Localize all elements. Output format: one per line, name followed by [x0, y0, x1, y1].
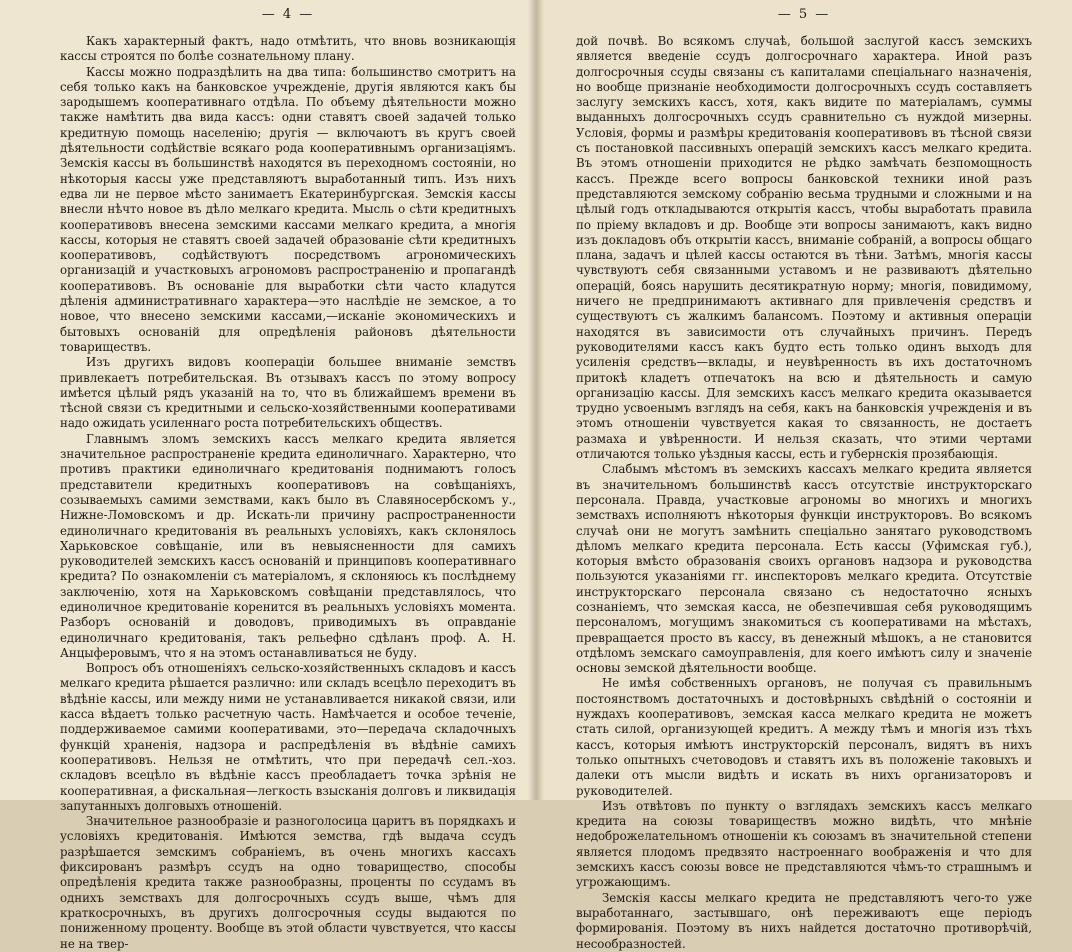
paragraph: Слабымъ мѣстомъ въ земскихъ кассахъ мелкаго кредита является въ значительномъ большинствѣ кассъ отсутствіе инструкторскаго персонала. Правда, участковые агрономы во многихъ и многихъ земствахъ исполняютъ нѣкоторыя функціи инструкторовъ. Во всякомъ случаѣ они не могутъ замѣнить спеціально занятаго руководствомъ дѣломъ мелкаго кредита персонала. Есть кассы (Уфимская губ.), которыя вмѣсто образованія своихъ органовъ надзора и руководства пользуются указаніями гг. инспекторовъ мелкаго кредита. Отсутствіе инструкторскаго персонала связано съ недостаточно ясныхъ сознаніемъ, что земская касса, не обезпечившая себя руководящимъ персоналомъ, могущимъ знакомиться съ кооперативами на мѣстахъ, превращается просто въ кассу, въ денежный мѣшокъ, а не становится отдѣломъ земскаго самоуправленія, для коего имѣютъ силу и значеніе основы земской дѣятельности вообще.: [576, 462, 1032, 676]
paragraph: Не имѣя собственныхъ органовъ, не получая съ правильнымъ постоянствомъ достаточныхъ и достовѣрныхъ свѣдѣній о состояніи и нуждахъ кооперативовъ, земская касса мелкаго кредита не можетъ стать силой, организующей кредитъ. А между тѣмъ и многія изъ тѣхъ кассъ, которыя имѣютъ инструкторскій персоналъ, видятъ въ нихъ только опытныхъ счетоводовъ и ставятъ ихъ въ положеніе таковыхъ и далеки отъ мысли видѣть и искать въ нихъ организаторовъ и руководителей.: [576, 676, 1032, 798]
paragraph: Вопросъ объ отношеніяхъ сельско-хозяйственныхъ складовъ и кассъ мелкаго кредита рѣшается различно: или складъ всецѣло переходитъ въ вѣдѣніе кассы, или между ними не устанавливается никакой связи, или касса вѣдаетъ только расчетную часть. Намѣчается и особое теченіе, поддерживаемое самими кооперативами, это—передача складочныхъ функцій храненія, надзора и распредѣленія въ вѣдѣніе самихъ кооперативовъ. Нельзя не отмѣтить, что при передачѣ сел.-хоз. складовъ всецѣло въ вѣдѣніе кассъ преобладаетъ точка зрѣнія не кооперативная, а фискальная—легкость взысканія долговъ и ликвидація запутанныхъ долговыхъ отношеній.: [60, 661, 516, 813]
book-gutter: [528, 0, 544, 800]
page-number: — 4 —: [261, 7, 315, 22]
paragraph: Кассы можно подраздѣлить на два типа: большинство смотритъ на себя только какъ на банковское учрежденіе, другія являются какъ бы зародышемъ кооперативнаго отдѣла. По объему дѣятельности можно также намѣтить два вида кассъ: одни ставятъ своей задачей только кредитную помощь населенію; другія — включаютъ въ кругъ своей дѣятельности содѣйствіе всякаго рода кооперативнымъ организаціямъ. Земскія кассы въ большинствѣ находятся въ переходномъ состояніи, но нѣкоторыя кассы уже представляютъ выработанный типъ. Изъ нихъ едва ли не первое мѣсто занимаетъ Екатеринбургская. Земскія кассы внесли нѣчто новое въ дѣло мелкаго кредита. Мысль о сѣти кредитныхъ кооперативовъ внесена земскими кассами мелкаго кредита, а многія кассы, которыя не ставятъ своей задачей образованіе сѣти кредитныхъ кооперативовъ, содѣйствуютъ посредствомъ агрономическихъ организацій и участковыхъ агрономовъ распространенію и пропагандѣ кооперативовъ. Въ основаніе для выработки сѣти часто кладутся дѣленія административнаго характера—это наслѣдіе не земское, а то новое, что внесено земскими кассами,—исканіе экономическихъ и бытовыхъ основаній для опредѣленія районовъ дѣятельности товариществъ.: [60, 64, 516, 354]
paragraph: дой почвѣ. Во всякомъ случаѣ, большой заслугой кассъ земскихъ является введеніе ссудъ долгосрочнаго характера. Иной разъ долгосрочныя ссуды связаны съ капиталами спеціальнаго назначенія, но вообще признаніе необходимости долгосрочныхъ ссудъ составляетъ заслугу земскихъ кассъ, хотя, какъ видите по матеріаламъ, суммы выданныхъ долгосрочныхъ ссудъ сравнительно съ нуждой мизерны. Условія, формы и размѣры кредитованія кооперативовъ въ тѣсной связи съ постановкой пассивныхъ операцій земскихъ кассъ мелкаго кредита. Въ этомъ отношеніи приходится не рѣдко замѣчать безпомощность кассъ. Прежде всего вопросы банковской техники иной разъ представляются земскому собранію весьма трудными и сложными и на цѣлый годъ откладываются открытія кассъ, чтобы выработать правила по пріему вкладовъ и др. Вообще эти вопросы занимаютъ, какъ видно изъ докладовъ объ открытіи кассъ, вниманіе собраній, а вопросы общаго плана, задачъ и цѣлей кассы остаются въ тѣни. Затѣмъ, многія кассы чувствуютъ себя связанными уставомъ и не развиваютъ дѣятельно операцій, боясь нарушить десятикратную норму; многія, повидимому, ничего не предпринимаютъ активнаго для привлеченія средствъ и существуютъ съ жалкимъ балансомъ. Поэтому и активныя операціи находятся въ зависимости отъ случайныхъ причинъ. Передъ руководителями кассъ какъ будто есть только одинъ выходъ для усиленія средствъ—вклады, и неувѣренность въ ихъ достаточномъ притокѣ кладетъ отпечатокъ на всю и дѣятельность и самую организацію кассы. Для земскихъ кассъ мелкаго кредита оказывается трудно усвоенымъ взглядъ на себя, какъ на банковскія учрежденія и въ этомъ отношеніи чувствуется какая то связанность, не достаетъ размаха и увѣренности. И нельзя сказать, что этими чертами отличаются только уѣздныя кассы, есть и губернскія прозябающія.: [576, 34, 1032, 462]
paragraph: Главнымъ зломъ земскихъ кассъ мелкаго кредита является значительное распространеніе кредита единоличнаго. Характерно, что противъ практики единоличнаго кредитованія поднимаютъ голосъ представители кредитныхъ кооперативовъ на совѣщаніяхъ, созываемыхъ самими земствами, какъ было въ Славяносербскомъ у., Нижне-Ломовскомъ и др. Искать-ли причину распространенности единоличнаго кредитованія въ реальныхъ условіяхъ, какъ склонялось Харьковское совѣщаніе, или въ невыясненности для самихъ руководителей земскихъ кассъ основаній и принциповъ кооперативнаго кредита? По ознакомленіи съ матеріаломъ, я склоняюсь къ послѣднему заключенію, хотя на Харьковскомъ совѣщаніи представлялось, что единоличное кредитованіе коренится въ реальныхъ условіяхъ момента. Разборъ основаній и доводовъ, приводимыхъ въ оправданіе единоличнаго кредитованія, такъ рельефно сдѣланъ проф. А. Н. Анцыферовымъ, что я на этомъ останавливаться не буду.: [60, 431, 516, 660]
paragraph: Земскія кассы мелкаго кредита не представляютъ чего-то уже выработаннаго, застывшаго, онѣ переживаютъ еще періодъ формированія. Поэтому въ нихъ найдется достаточно противорѣчій, несообразностей.: [576, 890, 1032, 951]
paragraph: Какъ характерный фактъ, надо отмѣтить, что вновь возникающія кассы строятся по болѣе сознательному плану.: [60, 34, 516, 64]
page-body: [60, 34, 516, 952]
paragraph: Изъ другихъ видовъ коопераціи большее вниманіе земствъ привлекаетъ потребительская. Въ отзывахъ кассъ по этому вопросу имѣется цѣлый рядъ указаній на то, что въ ближайшемъ времени въ тѣсной связи съ кредитными и сельско-хозяйственными кооперативами надо ожидать усиленнаго роста потребительскихъ обществъ.: [60, 355, 516, 431]
paragraph: Значительное разнообразіе и разноголосица царитъ въ порядкахъ и условіяхъ кредитованія. Имѣются земства, гдѣ выдача ссудъ разрѣшается земскимъ собраніемъ, въ очень многихъ кассахъ фиксированъ размѣръ ссудъ на одно товарищество, способы опредѣленія кредита также разнообразны, проценты по ссудамъ въ однихъ земствахъ для долгосрочныхъ ссудъ выше, чѣмъ для краткосрочныхъ, въ другихъ долгосрочныя ссуды выдаются по пониженному проценту. Вообще въ этой области чувствуется, что кассы не на твер-: [60, 814, 516, 951]
page-number: — 5 —: [777, 7, 831, 22]
page-body: [576, 34, 1032, 952]
right-page: [536, 0, 1072, 951]
left-page: [0, 0, 536, 951]
paragraph: Изъ отвѣтовъ по пункту о взглядахъ земскихъ кассъ мелкаго кредита на союзы товариществъ можно видѣть, что мнѣніе недоброжелательномъ отношеніи къ союзамъ въ значительной степени является плодомъ предвзято настроеннаго воображенія и что для земскихъ кассъ союзы вовсе не представляются чѣмъ-то страшнымъ и угрожающимъ.: [576, 798, 1032, 890]
